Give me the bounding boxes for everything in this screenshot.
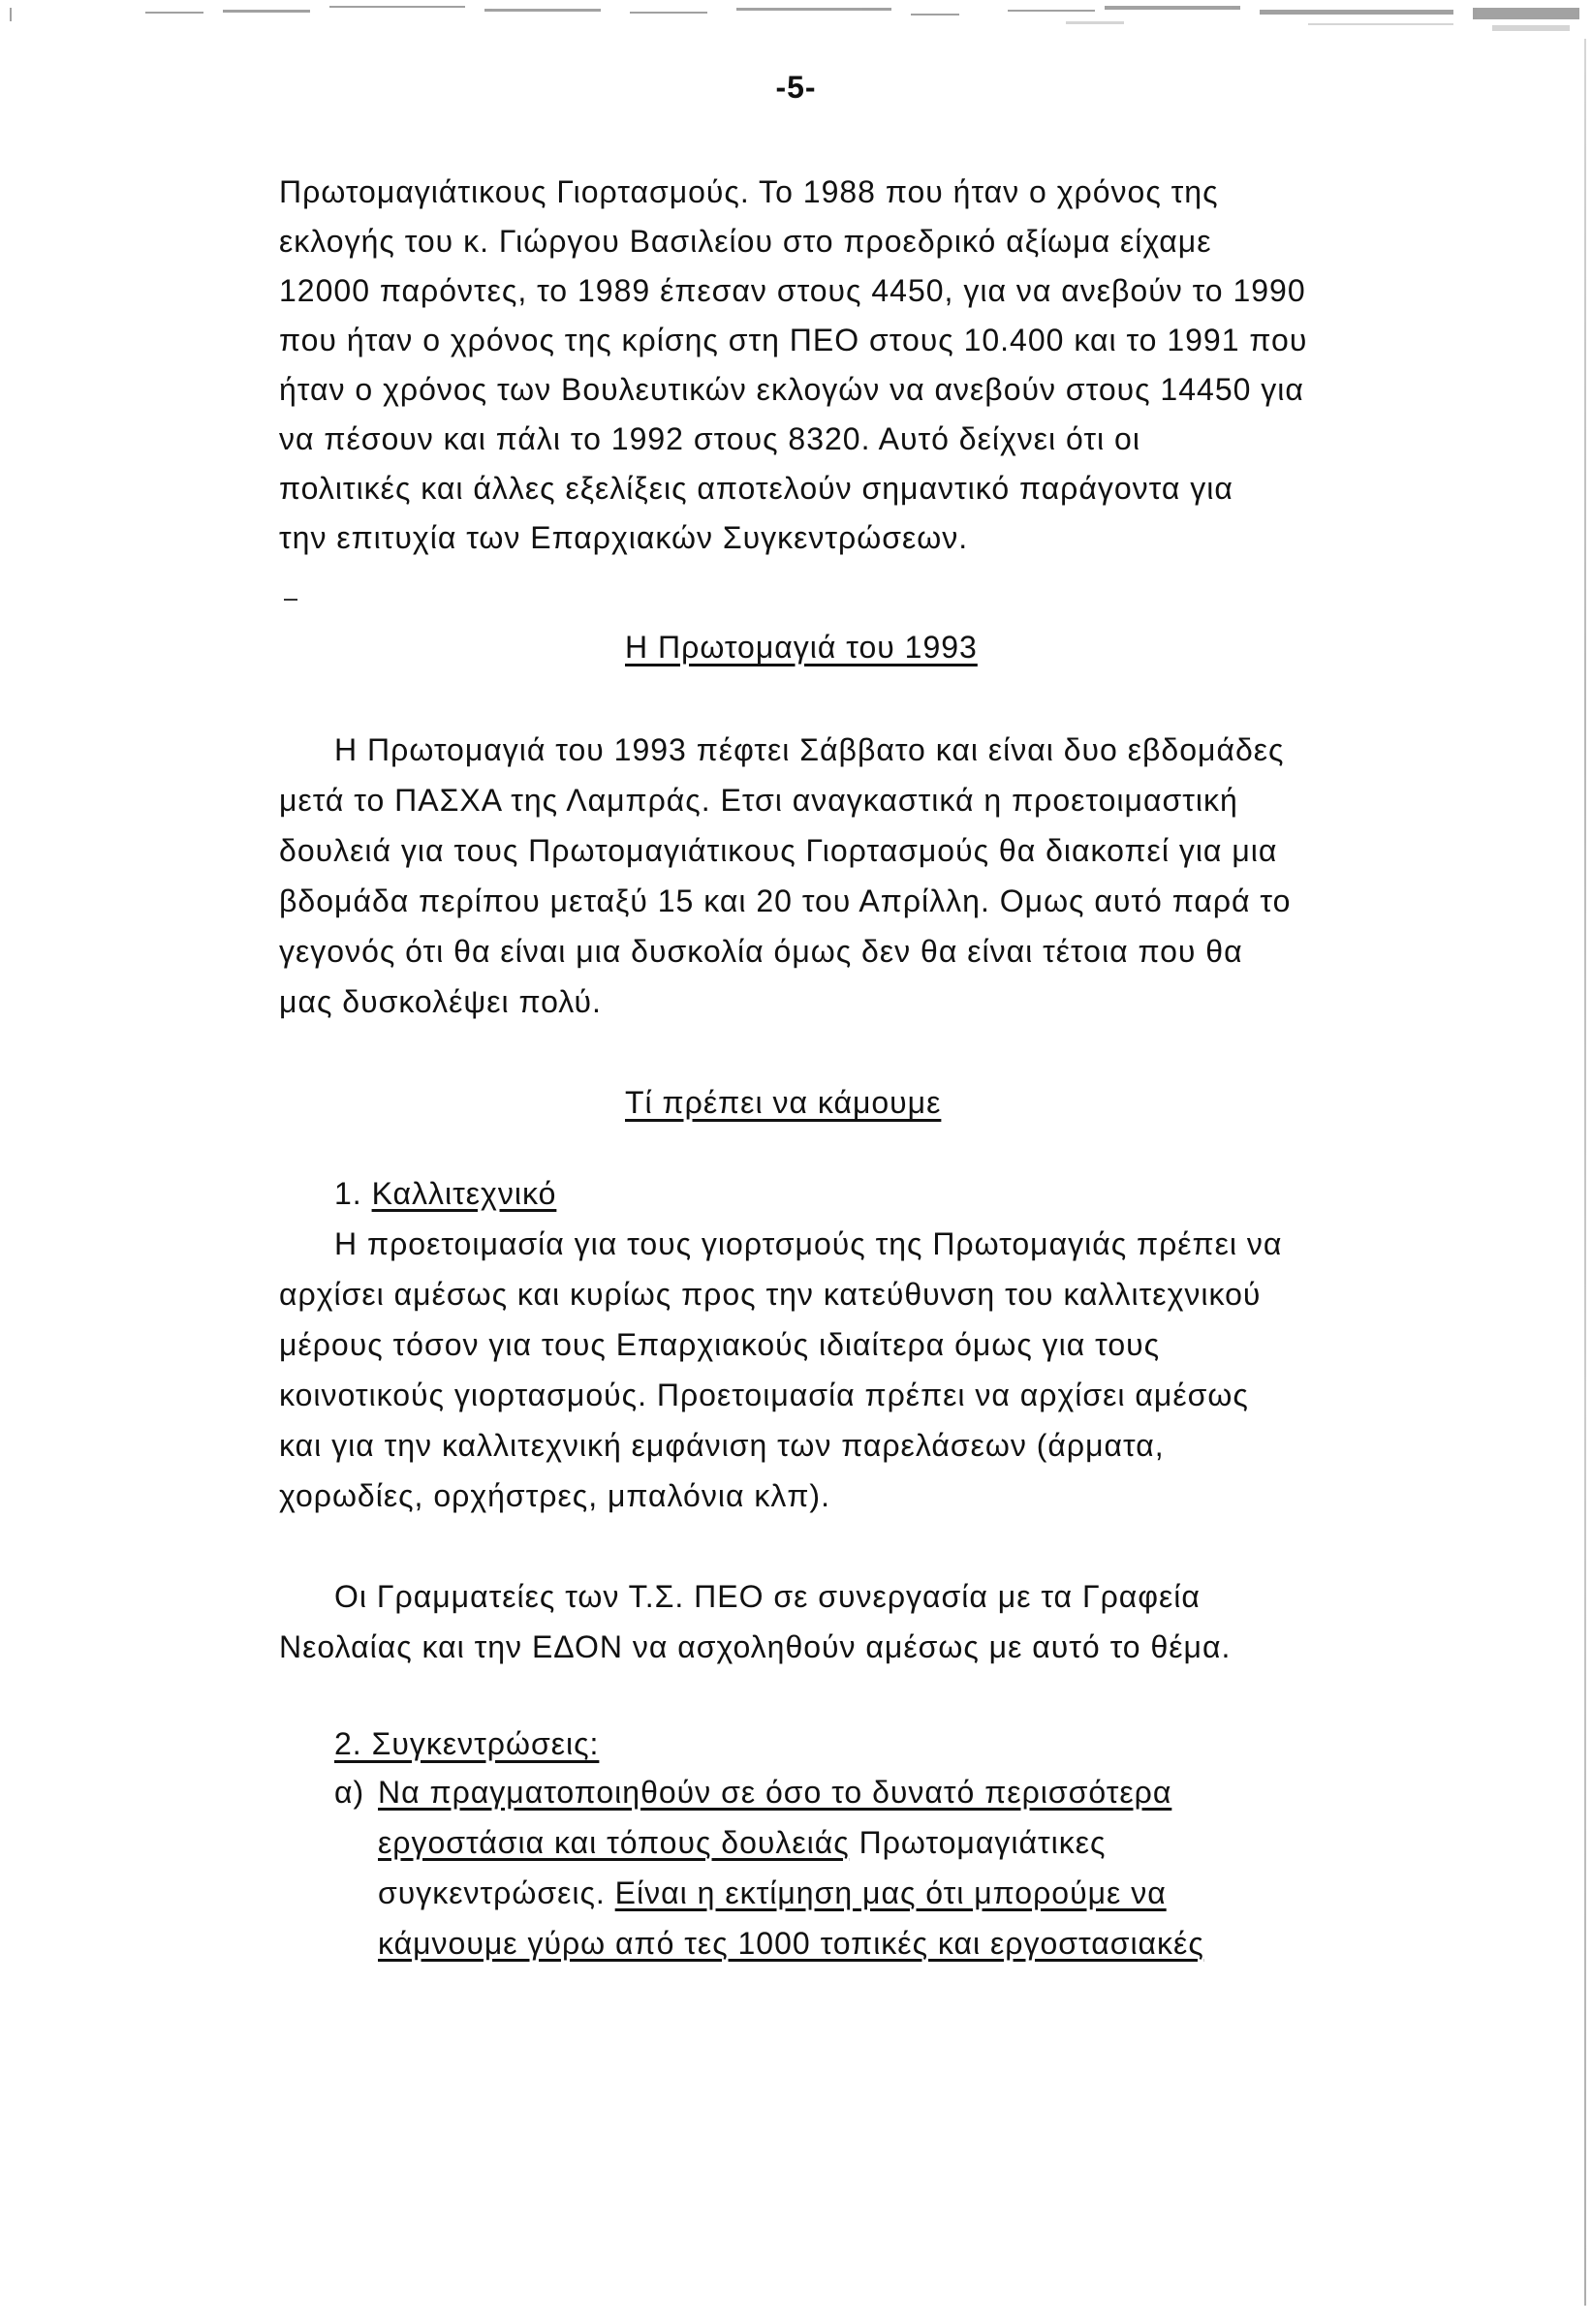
section-1-title: Καλλιτεχνικό bbox=[371, 1176, 557, 1211]
heading-may-day-1993: Η Πρωτομαγιά του 1993 bbox=[625, 630, 978, 665]
text-line: αρχίσει αμέσως και κυρίως προς την κατεύθυνση του καλλιτεχνικού bbox=[279, 1277, 1262, 1312]
text-line: Νεολαίας και την ΕΔΟΝ να ασχοληθούν αμέσως με αυτό το θέμα. bbox=[279, 1629, 1232, 1664]
text-line: και για την καλλιτεχνική εμφάνιση των παρελάσεων (άρματα, bbox=[279, 1428, 1165, 1463]
text-line: Η Πρωτομαγιά του 1993 πέφτει Σάββατο και είναι δυο εβδομάδες bbox=[334, 732, 1285, 767]
item-a-line-1: Να πραγματοποιηθούν σε όσο το δυνατό περισσότερα bbox=[378, 1775, 1172, 1810]
item-a-label: α) bbox=[334, 1775, 365, 1810]
page-number: -5- bbox=[775, 70, 817, 105]
item-a-line-2 bbox=[378, 1823, 1106, 1862]
text-line: δουλειά για τους Πρωτομαγιάτικους Γιορτασμούς θα διακοπεί για μια bbox=[279, 833, 1278, 868]
item-a-line-4: κάμνουμε γύρω από τες 1000 τοπικές και εργοστασιακές bbox=[378, 1926, 1204, 1961]
item-a-line-3-start: συγκεντρώσεις. bbox=[378, 1875, 615, 1910]
text-line: Η προετοιμασία για τους γιορτσμούς της Πρωτομαγιάς πρέπει να bbox=[334, 1226, 1283, 1261]
section-1-number: 1. bbox=[334, 1176, 362, 1211]
heading-what-to-do: Τί πρέπει να κάμουμε bbox=[625, 1085, 942, 1120]
scan-right-edge bbox=[1584, 39, 1586, 2306]
text-line: χορωδίες, ορχήστρες, μπαλόνια κλπ). bbox=[279, 1478, 830, 1513]
text-line: βδομάδα περίπου μεταξύ 15 και 20 του Απρίλλη. Ομως αυτό παρά το bbox=[279, 883, 1292, 918]
text-line: πολιτικές και άλλες εξελίξεις αποτελούν σημαντικό παράγοντα για bbox=[279, 471, 1233, 506]
text-line: μας δυσκολέψει πολύ. bbox=[279, 984, 602, 1019]
item-a-line-3 bbox=[378, 1874, 1167, 1912]
text-line: εκλογής του κ. Γιώργου Βασιλείου στο προεδρικό αξίωμα είχαμε bbox=[279, 224, 1212, 259]
text-line: ήταν ο χρόνος των Βουλευτικών εκλογών να ανεβούν στους 14450 για bbox=[279, 372, 1304, 407]
text-line: μέρους τόσον για τους Επαρχιακούς ιδιαίτερα όμως για τους bbox=[279, 1327, 1161, 1362]
text-line: την επιτυχία των Επαρχιακών Συγκεντρώσεων. bbox=[279, 520, 969, 555]
text-line: να πέσουν και πάλι το 1992 στους 8320. Αυτό δείχνει ότι οι bbox=[279, 421, 1140, 456]
text-line: γεγονός ότι θα είναι μια δυσκολία όμως δεν θα είναι τέτοια που θα bbox=[279, 934, 1243, 969]
item-a-line-2-rest: Πρωτομαγιάτικες bbox=[849, 1825, 1107, 1860]
text-line: που ήταν ο χρόνος της κρίσης στη ΠΕΟ στους 10.400 και το 1991 που bbox=[279, 323, 1308, 357]
section-2-title: 2. Συγκεντρώσεις: bbox=[334, 1726, 600, 1761]
section-1-heading bbox=[334, 1174, 556, 1213]
text-line: Οι Γραμματείες των Τ.Σ. ΠΕΟ σε συνεργασία με τα Γραφεία bbox=[334, 1579, 1201, 1614]
text-line: μετά το ΠΑΣΧΑ της Λαμπράς. Ετσι αναγκαστικά η προετοιμαστική bbox=[279, 783, 1238, 818]
item-a-line-2-underlined: εργοστάσια και τόπους δουλειάς bbox=[378, 1825, 850, 1860]
text-line: 12000 παρόντες, το 1989 έπεσαν στους 4450, για να ανεβούν το 1990 bbox=[279, 273, 1306, 308]
scan-noise-top bbox=[0, 0, 1592, 39]
stray-mark bbox=[284, 599, 297, 601]
item-a-line-3-underlined: Είναι η εκτίμηση μας ότι μπορούμε να bbox=[614, 1875, 1167, 1910]
text-line: Πρωτομαγιάτικους Γιορτασμούς. Το 1988 που ήταν ο χρόνος της bbox=[279, 174, 1219, 209]
text-line: κοινοτικούς γιορτασμούς. Προετοιμασία πρέπει να αρχίσει αμέσως bbox=[279, 1378, 1249, 1412]
